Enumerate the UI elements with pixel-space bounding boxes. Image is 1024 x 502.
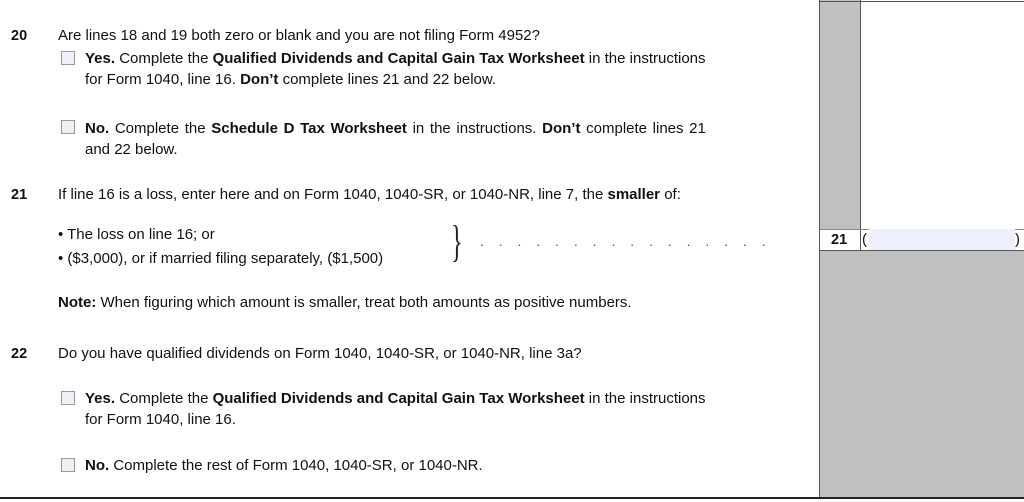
column-divider-mid xyxy=(860,0,861,251)
shaded-label-column-top xyxy=(819,0,860,229)
leader-dots: . . . . . . . . . . . . . . . . xyxy=(480,233,766,249)
column-divider-left xyxy=(819,0,820,498)
line22-no-text: No. Complete the rest of Form 1040, 1040-SR, or 1040-NR. xyxy=(85,457,483,474)
line21-question: If line 16 is a loss, enter here and on Form 1040, 1040-SR, or 1040-NR, line 7, the smaller of: xyxy=(58,186,681,203)
line20-yes-text-line1: Yes. Complete the Qualified Dividends and Capital Gain Tax Worksheet in the instructions xyxy=(85,50,706,67)
line21-note: Note: When figuring which amount is smaller, treat both amounts as positive numbers. xyxy=(58,294,632,311)
line21-row-bottom-rule xyxy=(819,250,1024,251)
line22-yes-checkbox[interactable] xyxy=(61,391,75,405)
line22-yes-text-line1: Yes. Complete the Qualified Dividends and Capital Gain Tax Worksheet in the instructions xyxy=(85,390,706,407)
line20-no-checkbox[interactable] xyxy=(61,120,75,134)
line22-no-checkbox[interactable] xyxy=(61,458,75,472)
line20-number: 20 xyxy=(11,28,28,44)
bottom-rule xyxy=(0,497,1024,499)
line21-amount-field[interactable] xyxy=(869,229,1015,250)
line20-yes-checkbox[interactable] xyxy=(61,51,75,65)
line20-yes-text-line2: for Form 1040, line 16. Don’t complete lines 21 and 22 below. xyxy=(85,71,497,88)
line21-number: 21 xyxy=(11,187,28,203)
brace-icon: } xyxy=(451,217,463,266)
line20-question: Are lines 18 and 19 both zero or blank and you are not filing Form 4952? xyxy=(58,27,540,44)
line22-question: Do you have qualified dividends on Form 1040, 1040-SR, or 1040-NR, line 3a? xyxy=(58,345,582,362)
line22-number: 22 xyxy=(11,346,28,362)
line22-yes-text-line2: for Form 1040, line 16. xyxy=(85,411,236,428)
amount-close-paren: ) xyxy=(1015,231,1020,248)
line20-no-text-line1: No. Complete the Schedule D Tax Worksheet in the instructions. Don’t complete lines 21 xyxy=(85,120,706,137)
shaded-area-bottom xyxy=(819,251,1024,498)
line20-no-text-line2: and 22 below. xyxy=(85,141,178,158)
top-rule xyxy=(819,1,1024,2)
line21-box-label: 21 xyxy=(831,232,848,248)
amount-open-paren: ( xyxy=(862,231,867,248)
line21-bullet-1: • The loss on line 16; or xyxy=(58,226,215,243)
line21-bullet-2: • ($3,000), or if married filing separately, ($1,500) xyxy=(58,250,384,267)
